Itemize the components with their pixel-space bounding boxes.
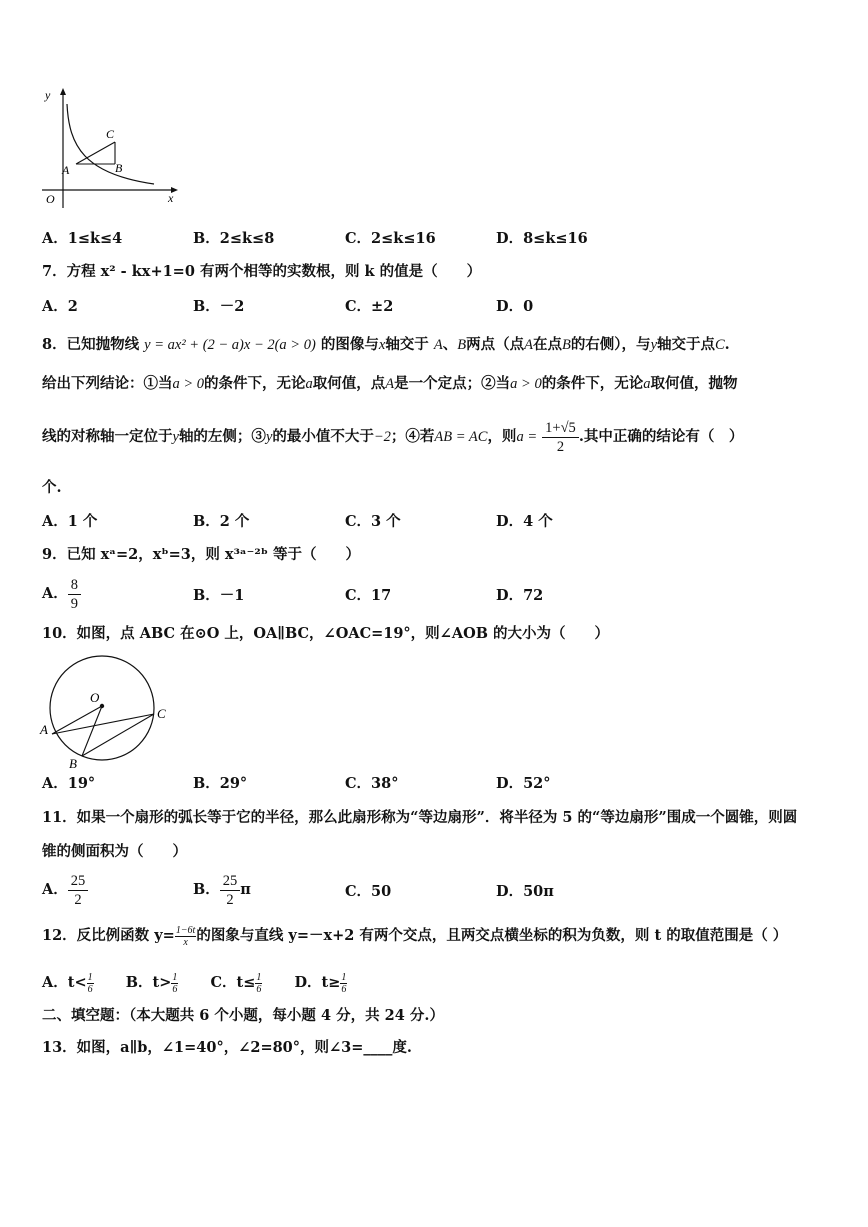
q8-var-a: a	[305, 376, 313, 392]
q8-text: 的条件下，无论	[204, 375, 306, 392]
q12-frac-den: x	[183, 936, 188, 948]
frac-den: 6	[172, 983, 178, 995]
y-arrow	[60, 88, 66, 95]
q11-option-a	[42, 870, 88, 910]
q12-option-b	[125, 971, 179, 995]
q8-point-a: A	[433, 337, 443, 353]
q12-option-a-prefix: A．t<	[42, 974, 87, 991]
label-a: A	[62, 163, 70, 177]
q8-point-b: B	[457, 337, 467, 353]
q12-fraction	[175, 925, 197, 948]
q12-option-c	[210, 971, 262, 995]
frac-den: 6	[256, 983, 262, 995]
q8-point-a: A	[385, 376, 395, 392]
q12-option-a	[42, 971, 94, 995]
label-b: B	[115, 161, 123, 175]
q11-option-a-prefix: A．	[42, 881, 68, 898]
q7-option-c: C．±2	[345, 298, 394, 315]
q11-frac-num: 25	[220, 872, 241, 891]
q8-line-1	[42, 335, 730, 355]
label-c: C	[157, 706, 166, 721]
q8-text: ，则	[487, 428, 517, 445]
section-2-heading: 二、填空题：（本大题共 6 个小题，每小题 4 分，共 24 分.）	[42, 1007, 444, 1024]
q8-text: 两点（点	[466, 336, 525, 353]
q8-frac-den: 2	[556, 438, 565, 455]
q8-condition: a > 0	[172, 376, 205, 392]
q8-line-3	[42, 418, 743, 456]
q8-text: 取何值，点	[312, 375, 386, 392]
q9-option-a-fraction	[68, 576, 81, 613]
q8-text: 的图像与	[320, 336, 379, 353]
q8-text: 的最小值不大于	[272, 428, 374, 445]
q8-text: 线的对称轴一定位于	[42, 428, 173, 445]
segment-ob	[82, 706, 102, 756]
label-b: B	[69, 756, 77, 770]
label-c: C	[106, 127, 115, 141]
q9-option-a	[42, 574, 81, 614]
q8-text: ；④若	[390, 428, 435, 445]
q6-option-b: B．2≤k≤8	[193, 230, 275, 247]
q12-option-c-prefix: C．t≤	[210, 974, 256, 991]
frac-num: 1	[256, 971, 262, 983]
q10-option-a: A．19°	[42, 775, 96, 792]
q8-text: 、	[442, 336, 458, 353]
q7-option-a: A．2	[42, 298, 78, 315]
q11-stem-line-2: 锥的侧面积为（ ）	[42, 843, 187, 860]
segment-ac	[52, 714, 154, 734]
q8-var-a: a	[643, 376, 651, 392]
q10-option-c: C．38°	[345, 775, 399, 792]
q6-option-d: D．8≤k≤16	[496, 230, 588, 247]
q12-option-c-fraction	[255, 972, 262, 995]
q6-option-a: A．1≤k≤4	[42, 230, 123, 247]
q8-var-x: x	[378, 337, 386, 353]
q8-point-b: B	[561, 337, 571, 353]
q10-figure	[36, 650, 176, 770]
q8-text: 给出下列结论：①当	[42, 375, 173, 392]
q11-frac-den: 2	[74, 891, 82, 908]
q8-var-y: y	[172, 429, 179, 445]
q8-text: 的条件下，无论	[541, 375, 644, 392]
label-origin: O	[46, 192, 55, 206]
q8-text: .	[724, 336, 730, 353]
q6-figure	[36, 86, 186, 214]
q8-var-y: y	[650, 337, 657, 353]
segment-bc	[82, 714, 154, 756]
q8-text: 轴交于	[385, 336, 429, 353]
q8-frac-num: 1+√5	[542, 419, 579, 438]
q12-option-b-prefix: B．t>	[125, 974, 172, 991]
q8-neg-two: −2	[373, 429, 391, 445]
q8-option-c: C．3 个	[345, 513, 401, 530]
q12-option-d-fraction	[340, 972, 347, 995]
q7-option-d: D．0	[496, 298, 534, 315]
q11-option-c: C．50	[345, 883, 392, 900]
q12-stem	[42, 922, 787, 950]
q8-text: 是一个定点；②当	[394, 375, 511, 392]
q8-a-equals: a =	[516, 429, 538, 445]
q8-fraction	[542, 419, 579, 456]
q7-stem: 7．方程 x² - kx+1=0 有两个相等的实数根，则 k 的值是（ ）	[42, 263, 482, 280]
label-o: O	[90, 690, 100, 705]
frac-num: 1	[341, 971, 347, 983]
q12-option-d-prefix: D．t≥	[294, 974, 341, 991]
q8-option-d: D．4 个	[496, 513, 553, 530]
q8-text: 取何值，抛物	[650, 375, 738, 392]
q8-var-y: y	[265, 429, 273, 445]
q11-option-a-fraction	[68, 872, 89, 909]
q8-text: 的右侧），与	[570, 336, 651, 353]
q8-text: 轴的左侧；③	[178, 428, 266, 445]
q8-line-2	[42, 374, 737, 394]
q8-line-4: 个.	[42, 479, 62, 496]
q8-point-c: C	[715, 337, 725, 353]
q11-frac-den: 2	[226, 891, 234, 908]
q11-option-d: D．50π	[496, 883, 554, 900]
q8-text: .其中正确的结论有（ ）	[578, 428, 744, 445]
q8-ab-ac: AB = AC	[434, 429, 488, 445]
q9-option-c: C．17	[345, 587, 392, 604]
q12-frac-num: 1−6t	[175, 924, 196, 936]
q9-option-b: B．－1	[193, 587, 245, 604]
q7-option-b: B．－2	[193, 298, 245, 315]
q12-options	[42, 968, 347, 998]
q10-option-b: B．29°	[193, 775, 248, 792]
q8-equation: y = ax² + (2 − a)x − 2(a > 0)	[144, 337, 316, 353]
q12-option-d	[294, 971, 347, 995]
q8-option-b: B．2 个	[193, 513, 250, 530]
q12-option-a-fraction	[87, 972, 94, 995]
q12-option-b-fraction	[171, 972, 178, 995]
label-y: y	[45, 88, 51, 102]
q11-stem-line-1: 11．如果一个扇形的弧长等于它的半径，那么此扇形称为“等边扇形”．将半径为 5 的“等边扇形”围成一个圆锥，则圆	[42, 809, 798, 826]
q10-stem: 10．如图，点 ABC 在⊙O 上，OA∥BC，∠OAC=19°，则∠AOB 的大小为（ ）	[42, 625, 610, 642]
frac-den: 6	[87, 983, 93, 995]
q11-option-b-fraction	[220, 872, 241, 909]
label-a: A	[40, 722, 48, 737]
q9-option-a-prefix: A．	[42, 585, 68, 602]
segment-oa	[52, 706, 102, 734]
frac-num: 1	[172, 971, 178, 983]
q12-text-a: 12．反比例函数 y=	[42, 927, 175, 944]
q9-option-d: D．72	[496, 587, 544, 604]
q8-text: 轴交于点	[657, 336, 715, 353]
frac-num: 1	[87, 971, 93, 983]
q11-pi: π	[240, 881, 251, 898]
frac-den: 6	[341, 983, 347, 995]
q8-option-a: A．1 个	[42, 513, 98, 530]
q10-option-d: D．52°	[496, 775, 551, 792]
q12-text-b: 的图象与直线 y=－x+2 有两个交点，且两交点横坐标的积为负数，则 t 的取值范围是（ ）	[196, 927, 788, 944]
q8-text: 在点	[532, 336, 562, 353]
q9-frac-den: 9	[70, 595, 79, 612]
label-x: x	[168, 191, 174, 205]
q13-stem: 13．如图，a∥b，∠1=40°，∠2=80°，则∠3=____度.	[42, 1039, 412, 1056]
q11-option-b-prefix: B．	[193, 881, 220, 898]
q8-point-a: A	[524, 337, 533, 353]
q6-option-c: C．2≤k≤16	[345, 230, 436, 247]
q8-text: 8．已知抛物线	[42, 336, 140, 353]
q11-option-b	[193, 870, 251, 910]
q9-frac-num: 8	[68, 576, 81, 595]
q9-stem: 9．已知 xᵃ=2，xᵇ=3，则 x³ᵃ⁻²ᵇ 等于（ ）	[42, 546, 360, 563]
q8-condition: a > 0	[510, 376, 542, 392]
q11-frac-num: 25	[68, 872, 89, 891]
